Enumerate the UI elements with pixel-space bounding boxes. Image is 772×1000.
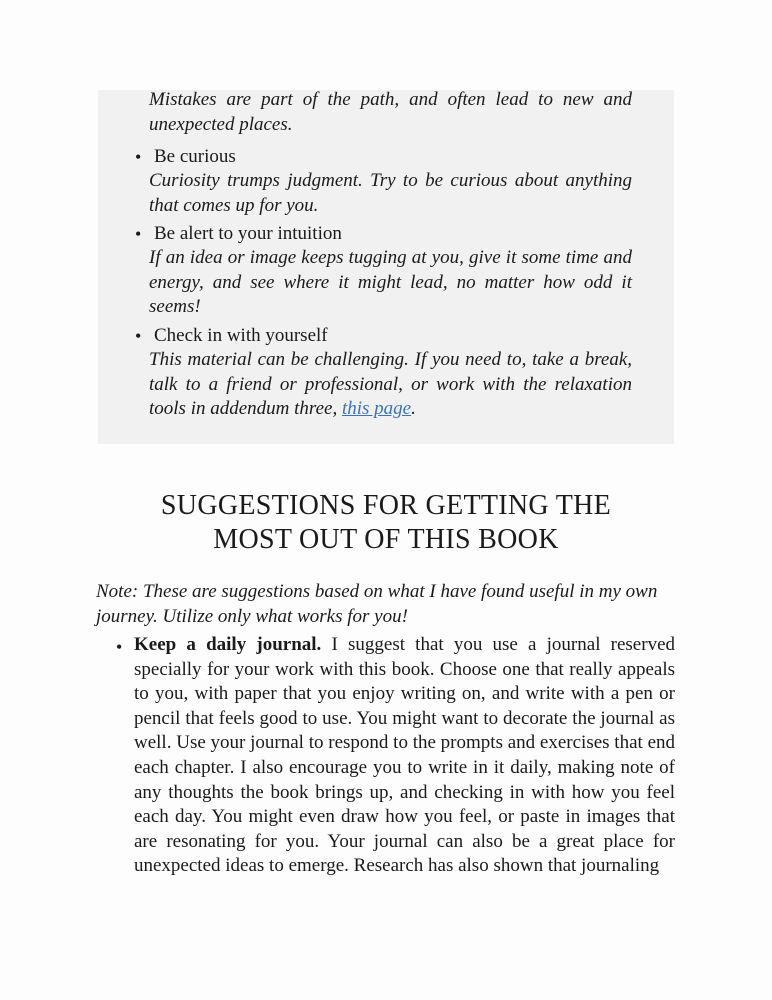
tip-description: Curiosity trumps judgment. Try to be curious about anything that comes up for you. xyxy=(149,170,632,216)
tips-callout-box xyxy=(98,90,674,444)
this-page-link[interactable]: this page xyxy=(341,398,412,420)
tip-description-end: . xyxy=(411,398,416,420)
tip-title: Be alert to your intuition xyxy=(154,223,342,244)
bullet-icon: • xyxy=(135,147,142,167)
heading-line-2: MOST OUT OF THIS BOOK xyxy=(213,524,559,555)
bullet-icon: • xyxy=(116,637,123,657)
tip-description-text: This material can be challenging. If you need to, take a break, talk to a friend or professional, or work with the relaxation tools in addendum three, xyxy=(149,349,632,420)
suggestion-item xyxy=(134,633,675,879)
section-note: Note: These are suggestions based on what I have found useful in my own journey. Utilize only what works for you! xyxy=(96,581,658,627)
section-heading xyxy=(98,489,674,557)
heading-line-1: SUGGESTIONS FOR GETTING THE xyxy=(160,490,612,521)
suggestion-text: I suggest that you use a journal reserved specially for your work with this book. Choose one that really appeals to you, with paper that you enjoy writing on, and write with a pen or pencil that feels good to use. You might want to decorate the journal as well. Use your journal to respond to the prompts and exercises that end each chapter. I also encourage you to write in it daily, making note of any thoughts the book brings up, and checking in with how you feel each day. You might even draw how you feel, or paste in images that are resonating for you. Your journal can also be a great place for unexpected ideas to emerge. Research has also shown that journaling xyxy=(134,634,675,877)
tip-title: Be curious xyxy=(154,146,236,167)
suggestion-lead: Keep a daily journal. xyxy=(134,634,322,655)
tip-description xyxy=(149,348,632,422)
bullet-icon: • xyxy=(135,326,142,346)
bullet-icon: • xyxy=(135,224,142,244)
tip-title: Check in with yourself xyxy=(154,325,328,346)
tip-description: If an idea or image keeps tugging at you, give it some time and energy, and see where it might lead, no matter how odd it seems! xyxy=(149,247,632,318)
intro-description: Mistakes are part of the path, and often lead to new and unexpected places. xyxy=(149,89,632,135)
